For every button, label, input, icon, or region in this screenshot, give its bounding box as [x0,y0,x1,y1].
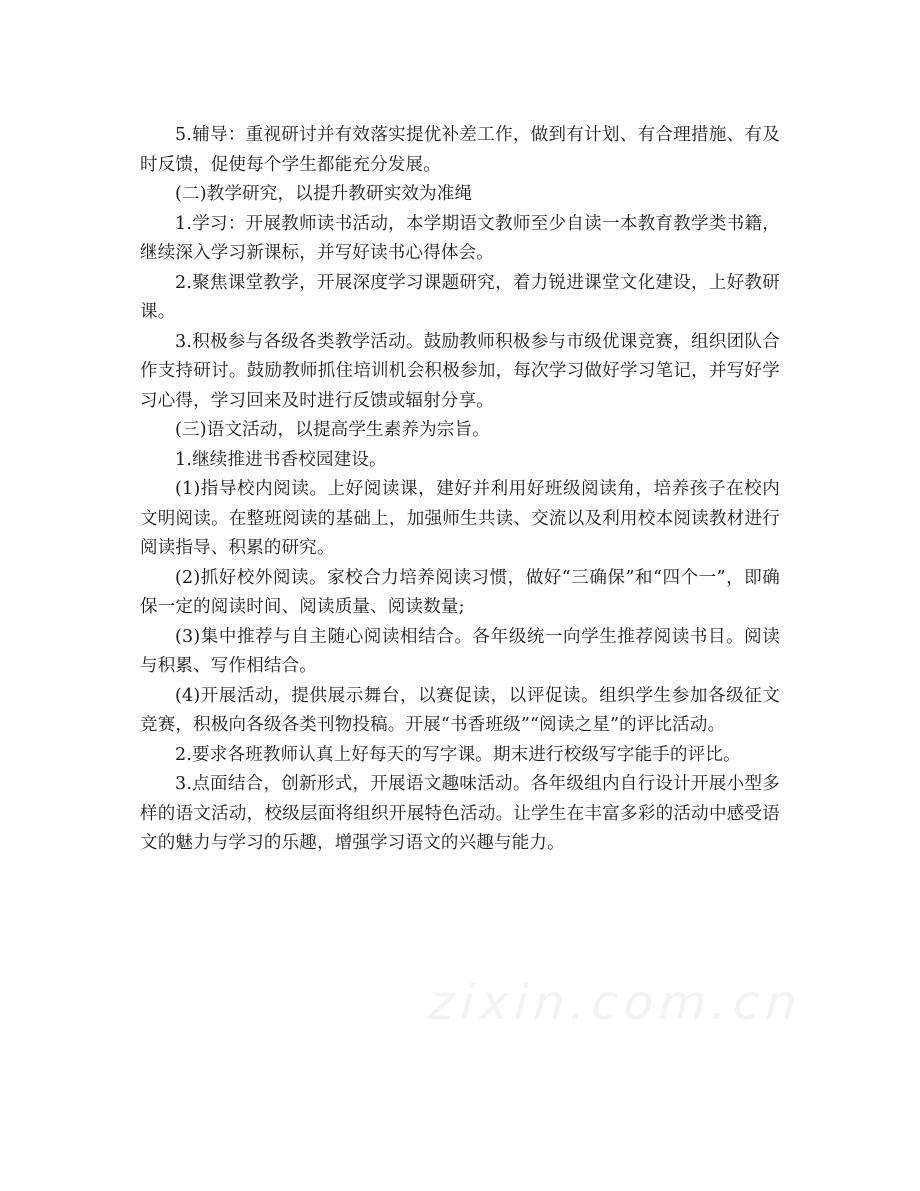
paragraph-reading-events: (4)开展活动，提供展示舞台，以赛促读，以评促读。组织学生参加各级征文竞赛，积极向各级各类刊物投稿。开展“书香班级”“阅读之星”的评比活动。 [140,685,780,735]
section-heading-teaching-research: (二)教学研究，以提升教研实效为准绳 [175,184,473,204]
paragraph-out-of-school-reading: (2)抓好校外阅读。家校合力培养阅读习惯，做好“三确保”和“四个一”，即确保一定的阅读时间、阅读质量、阅读数量; [140,567,780,617]
paragraph-recommended-reading: (3)集中推荐与自主随心阅读相结合。各年级统一向学生推荐阅读书目。阅读与积累、写作相结合。 [140,626,780,676]
document-body [140,121,780,859]
paragraph-fun-activities: 3.点面结合，创新形式，开展语文趣味活动。各年级组内自行设计开展小型多样的语文活动，校级层面将组织开展特色活动。让学生在丰富多彩的活动中感受语文的魅力与学习的乐趣，增强学习语文的兴趣与能力。 [140,774,780,853]
paragraph-scholarly-campus: 1.继续推进书香校园建设。 [175,449,387,470]
paragraph-classroom-focus: 2.聚焦课堂教学，开展深度学习课题研究，着力锐进课堂文化建设，上好教研课。 [140,272,780,322]
watermark-text: zixin.com.cn [423,975,810,1031]
paragraph-writing-class: 2.要求各班教师认真上好每天的写字课。期末进行校级写字能手的评比。 [175,744,741,765]
paragraph-teaching-activities: 3.积极参与各级各类教学活动。鼓励教师积极参与市级优课竞赛，组织团队合作支持研讨。鼓励教师抓住培训机会积极参加，每次学习做好学习笔记，并写好学习心得，学习回来及时进行反馈或辐射分享。 [140,331,780,411]
paragraph-study: 1.学习：开展教师读书活动，本学期语文教师至少自读一本教育教学类书籍，继续深入学习新课标，并写好读书心得体会。 [140,213,780,263]
paragraph-in-school-reading: (1)指导校内阅读。上好阅读课，建好并利用好班级阅读角，培养孩子在校内文明阅读。在整班阅读的基础上，加强师生共读、交流以及利用校本阅读教材进行阅读指导、积累的研究。 [140,479,780,558]
paragraph-tutoring: 5.辅导：重视研讨并有效落实提优补差工作，做到有计划、有合理措施、有及时反馈，促使每个学生都能充分发展。 [140,125,780,175]
section-heading-chinese-activities: (三)语文活动，以提高学生素养为宗旨。 [175,420,490,440]
